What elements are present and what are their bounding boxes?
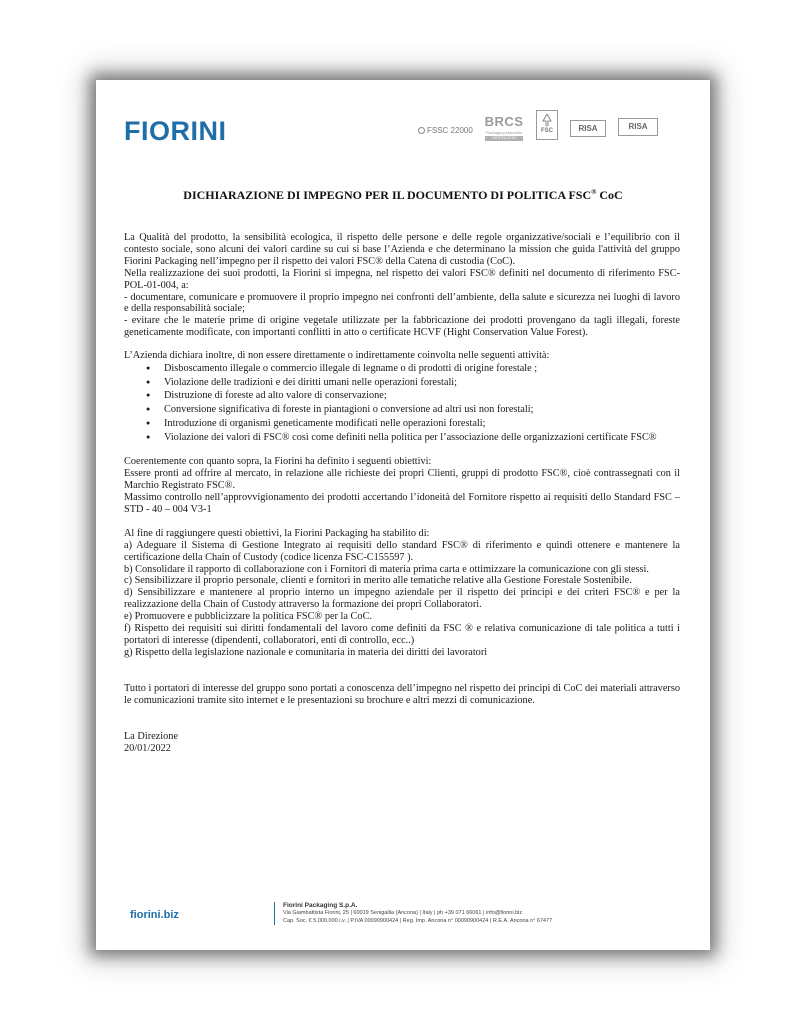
objectives-intro: Coerentemente con quanto sopra, la Fiorini ha definito i seguenti obiettivi: bbox=[124, 456, 432, 468]
document-date: 20/01/2022 bbox=[124, 742, 171, 754]
list-item: ● Violazione dei valori di FSC® così come definiti nella politica per l’associazione delle organizzazioni certificate FSC® bbox=[164, 431, 680, 445]
brcs-logo: BRCS Packaging Materials CERTIFICATED bbox=[484, 114, 524, 140]
company-address: Via Giambattista Fiorini, 25 | 60019 Senigallia (Ancona) | Italy | ph +39 071 66061 | info@fiorini.biz bbox=[283, 910, 523, 916]
document-page bbox=[96, 80, 710, 950]
list-item: ● Conversione significativa di foreste in piantagioni o conversione ad altri usi non forestali; bbox=[164, 403, 680, 417]
list-item: ● Violazione delle tradizioni e dei diritti umani nelle operazioni forestali; bbox=[164, 376, 680, 390]
fsc-logo: FSC bbox=[536, 110, 558, 140]
action-item: b) Consolidare il rapporto di collaborazione con i Fornitori di materia prima carta e ottimizzare la comunicazione con gli stessi. bbox=[124, 563, 649, 575]
objectives-paragraph-2: Massimo controllo nell’approvvigionamento dei prodotti accertando l’idoneità del Fornitore rispetto ai requisiti dello Standard FSC – STD - 40 – 004 V3-1 bbox=[124, 492, 680, 515]
action-item: f) Rispetto dei requisiti sui diritti fondamentali del lavoro come definiti da FSC ® e relativa comunicazione di tale politica a tutti i portatori di interesse (dipendenti, collaboratori, enti di controllo, ecc..) bbox=[124, 623, 680, 646]
action-item: a) Adeguare il Sistema di Gestione Integrato ai requisiti dello standard FSC® di riferimento e quindi ottenere e mantenere la certificazione della Chain of Custody (codice licenza FSC-C155597 ). bbox=[124, 539, 680, 563]
company-logo: FIORINI bbox=[124, 116, 227, 146]
risa-logo-2: RISA bbox=[618, 118, 658, 136]
action-item: c) Sensibilizzare il proprio personale, clienti e fornitori in merito alle tematiche relative alla Gestione Forestale Sostenibile. bbox=[124, 575, 632, 587]
list-item: ● Introduzione di organismi geneticamente modificati nelle operazioni forestali; bbox=[164, 417, 680, 431]
document-body bbox=[124, 232, 680, 754]
company-info bbox=[274, 902, 552, 925]
fsc-tree-icon bbox=[542, 114, 552, 126]
actions-intro: Al fine di raggiungere questi obiettivi, la Fiorini Packaging ha stabilito di: bbox=[124, 527, 430, 539]
fssc-logo: FSSC 22000 bbox=[418, 126, 473, 135]
action-item: d) Sensibilizzare e mantenere al proprio interno un impegno aziendale per il rispetto dei principi e dei criteri FSC® e per la realizzazione della Chain of Custody attraverso la formazione dei propri Collaboratori. bbox=[124, 587, 680, 611]
activities-list bbox=[124, 362, 680, 444]
closing-paragraph: Tutto i portatori di interesse del gruppo sono portati a conoscenza dell’impegno nel rispetto dei principi di CoC dei materiali attraverso le comunicazioni tramite sito internet e le presentazioni su brochure e altri mezzi di comunicazione. bbox=[124, 682, 680, 706]
objectives-paragraph-1: Essere pronti ad offrire al mercato, in relazione alle richieste dei propri Clienti, gruppi di prodotto FSC®, cioè contrassegnati con il Marchio Registrato FSC®. bbox=[124, 468, 680, 492]
intro-paragraph-3: - documentare, comunicare e promuovere il proprio impegno nei confronti dell’ambiente, della salute e sicurezza nei luoghi di lavoro e della responsabilità sociale; bbox=[124, 291, 680, 315]
activities-intro: L’Azienda dichiara inoltre, di non essere direttamente o indirettamente coinvolta nelle seguenti attività: bbox=[124, 350, 550, 362]
company-legal: Cap. Soc. € 5.000.000 i.v. | P.IVA 00090900424 | Reg. Imp. Ancona n° 00090900424 | R.E.A. Ancona n° 67477 bbox=[283, 918, 553, 924]
intro-paragraph-2: Nella realizzazione dei suoi prodotti, la Fiorini si impegna, nel rispetto dei valori FSC® definiti nel documento di riferimento FSC-POL-01-004, a: bbox=[124, 267, 680, 291]
document-title: DICHIARAZIONE DI IMPEGNO PER IL DOCUMENTO DI POLITICA FSC® CoC bbox=[183, 188, 623, 202]
intro-paragraph-4: - evitare che le materie prime di origine vegetale utilizzate per la fabbricazione dei prodotti provengano da tagli illegali, foreste geneticamente modificate, con importanti conflitti in atto o certificate HCVF (Hight Conservation Value Forest). bbox=[124, 315, 680, 339]
action-item: g) Rispetto della legislazione nazionale e comunitaria in materia dei diritti dei lavoratori bbox=[124, 646, 488, 658]
intro-paragraph-1: La Qualità del prodotto, la sensibilità ecologica, il rispetto delle persone e delle regole organizzative/sociali e l’equilibrio con il contesto sociale, sono alcuni dei valori cardine su cui si base l’Azienda e che determinano la mission che guida l'attività del gruppo Fiorini Packaging nell’impegno per il rispetto dei valori FSC® della Catena di custodia (CoC). bbox=[124, 232, 680, 267]
fssc-ring-icon bbox=[418, 127, 425, 134]
action-item: e) Promuovere e pubblicizzare la politica FSC® per la CoC. bbox=[124, 611, 373, 623]
website-link[interactable]: fiorini.biz bbox=[130, 909, 179, 921]
risa-logo-1: RISA bbox=[570, 120, 606, 137]
list-item: ● Distruzione di foreste ad alto valore di conservazione; bbox=[164, 389, 680, 403]
certification-logos bbox=[418, 110, 688, 154]
company-name: Fiorini Packaging S.p.A. bbox=[283, 902, 358, 909]
list-item: ● Disboscamento illegale o commercio illegale di legname o di prodotti di origine forestale ; bbox=[164, 362, 680, 376]
signature: La Direzione bbox=[124, 730, 179, 742]
